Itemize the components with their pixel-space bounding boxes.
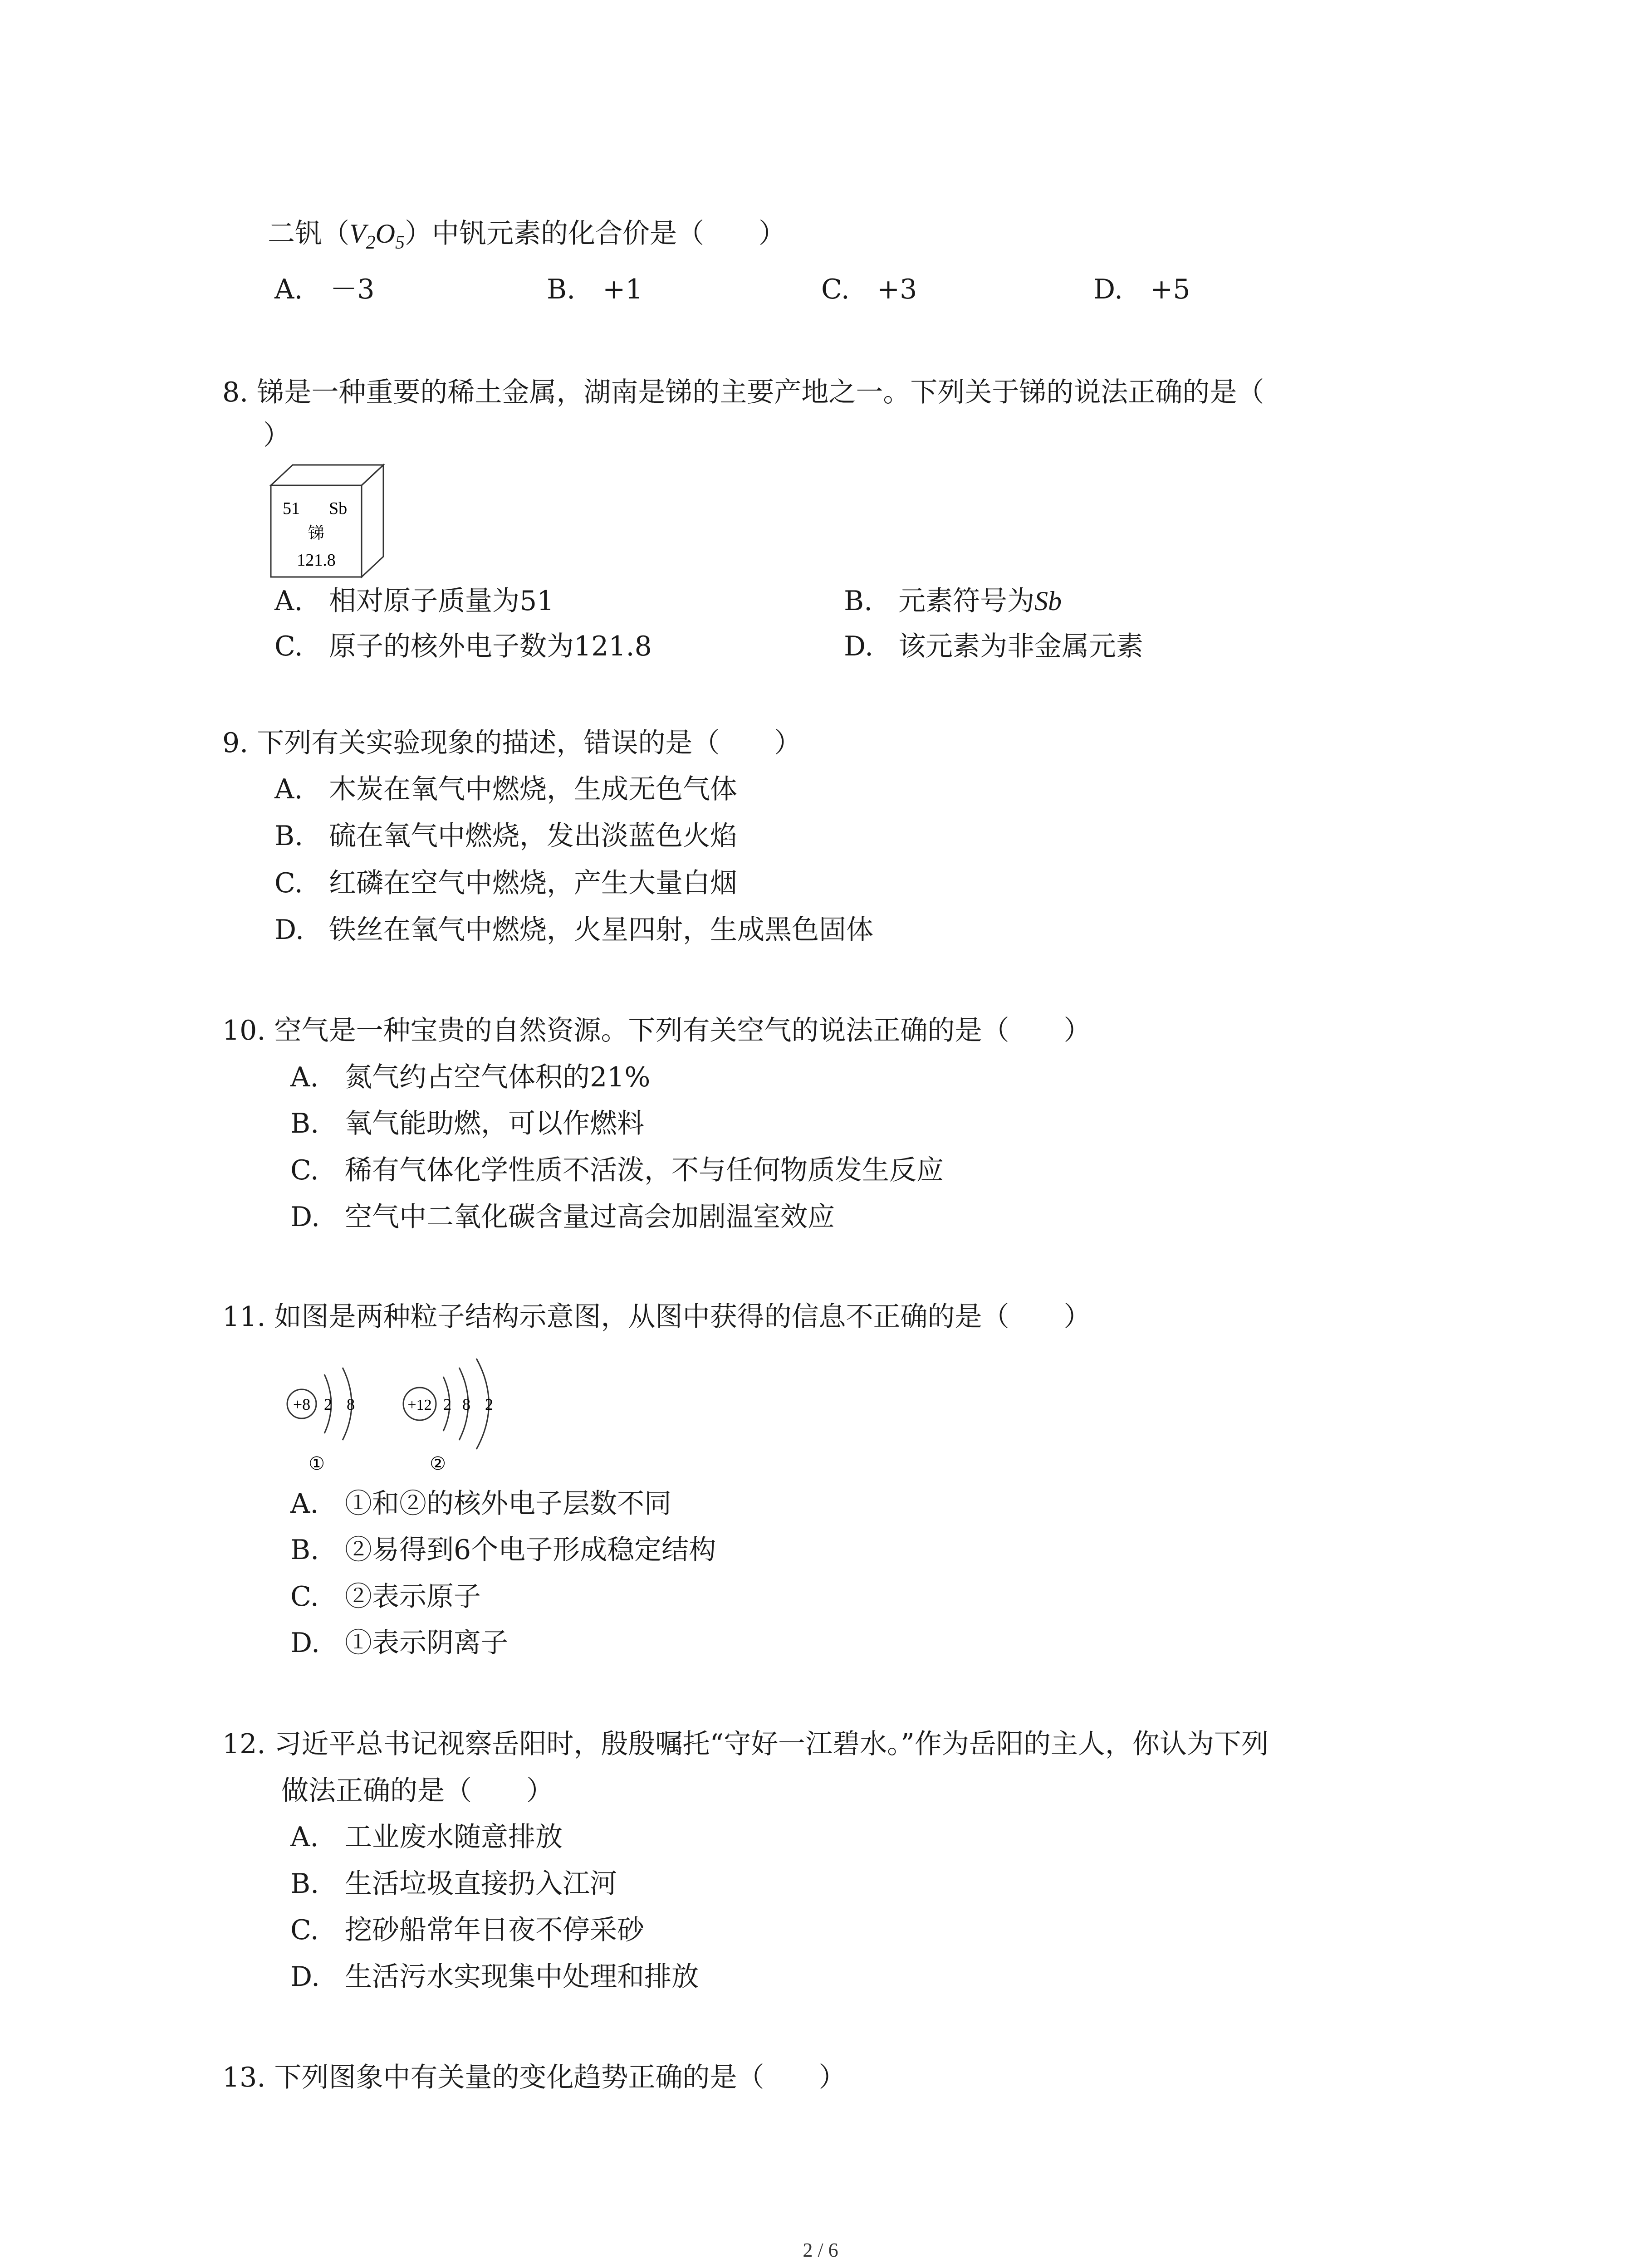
q7-formula-o: O (375, 219, 395, 249)
q7-option-c[interactable]: C. +3 (821, 274, 917, 305)
option-text: 生活垃圾直接扔入江河 (345, 1868, 617, 1900)
option-label: C. (290, 1914, 319, 1946)
option-text: 空气中二氧化碳含量过高会加剧温室效应 (345, 1201, 835, 1233)
q10-option-d[interactable] (290, 1199, 835, 1235)
option-label: B. (290, 1108, 319, 1139)
option-label: C. (290, 1154, 319, 1186)
option-text: 元素符号为 (898, 585, 1034, 617)
q10-option-b[interactable] (290, 1105, 644, 1142)
particle-2-shell1: 2 (443, 1395, 451, 1413)
q8-stem-line2: ） (263, 420, 290, 451)
option-text: 生活污水实现集中处理和排放 (345, 1961, 699, 1993)
option-text: 稀有气体化学性质不活泼，不与任何物质发生反应 (345, 1154, 944, 1186)
q10-option-c[interactable] (290, 1152, 944, 1188)
q11-option-d[interactable] (290, 1625, 508, 1661)
q9-option-d[interactable] (274, 912, 873, 948)
option-text: ②表示原子 (345, 1581, 481, 1613)
option-text: 相对原子质量为51 (329, 585, 554, 617)
particle-1-label: ① (309, 1453, 325, 1474)
option-label: D. (274, 914, 304, 946)
particle-2-shell2: 8 (462, 1395, 470, 1413)
option-label: A. (290, 1821, 319, 1853)
option-text: 铁丝在氧气中燃烧，火星四射，生成黑色固体 (329, 914, 873, 946)
q8-option-c[interactable] (274, 628, 652, 665)
q7-option-d[interactable]: D. +5 (1093, 274, 1190, 305)
element-mass: 121.8 (297, 551, 336, 570)
option-label: C. (274, 631, 303, 662)
element-number: 51 (283, 499, 300, 518)
q7-formula-sub2: 2 (366, 232, 376, 253)
option-label: A. (290, 1061, 319, 1093)
q13-stem: 13. 下列图象中有关量的变化趋势正确的是（ ） (222, 2062, 846, 2093)
q10-option-a[interactable] (290, 1059, 650, 1095)
q8-stem-line1: 8. 锑是一种重要的稀土金属，湖南是锑的主要产地之一。下列关于锑的说法正确的是（ (222, 376, 1264, 408)
q12-option-b[interactable] (290, 1866, 617, 1902)
option-label: B. (844, 585, 873, 617)
option-label: C. (274, 867, 303, 899)
option-text: 氧气能助燃，可以作燃料 (345, 1108, 644, 1139)
q12-stem-line2: 做法正确的是（ ） (281, 1775, 554, 1807)
q7-formula-v: V (349, 219, 366, 249)
option-text: 原子的核外电子数为121.8 (329, 631, 652, 662)
option-text: ①和②的核外电子层数不同 (345, 1488, 671, 1520)
particle-2 (403, 1359, 493, 1474)
q12-option-d[interactable] (290, 1959, 699, 1995)
option-text: ①表示阴离子 (345, 1627, 508, 1659)
particle-2-nucleus: +12 (407, 1397, 432, 1413)
option-text: 氮气约占空气体积的21% (345, 1061, 651, 1093)
page-number: 2 / 6 (803, 2239, 838, 2261)
q11-option-b[interactable] (290, 1532, 716, 1568)
particle-2-shell3: 2 (485, 1395, 493, 1413)
q7-option-b[interactable]: B. +1 (547, 274, 643, 305)
particle-1-shell1: 2 (324, 1395, 332, 1413)
option-text: 木炭在氧气中燃烧，生成无色气体 (329, 773, 737, 805)
q8-option-a[interactable] (274, 583, 554, 619)
option-symbol: Sb (1034, 586, 1062, 616)
q11-option-c[interactable] (290, 1579, 481, 1615)
q9-option-a[interactable] (274, 771, 737, 807)
particle-1-nucleus: +8 (293, 1395, 311, 1413)
option-text: 红磷在空气中燃烧，产生大量白烟 (329, 867, 737, 899)
option-text: 硫在氧气中燃烧，发出淡蓝色火焰 (329, 820, 737, 852)
q11-option-a[interactable] (290, 1486, 671, 1522)
q11-stem: 11. 如图是两种粒子结构示意图，从图中获得的信息不正确的是（ ） (222, 1301, 1091, 1333)
q10-stem: 10. 空气是一种宝贵的自然资源。下列有关空气的说法正确的是（ ） (222, 1015, 1091, 1046)
option-label: B. (290, 1534, 319, 1566)
element-name: 锑 (308, 524, 325, 543)
q12-option-a[interactable] (290, 1819, 563, 1855)
particle-2-label: ② (430, 1453, 446, 1474)
option-label: D. (290, 1961, 320, 1993)
periodic-element-cell (265, 460, 392, 581)
option-label: B. (274, 820, 304, 852)
option-label: A. (274, 773, 303, 805)
option-label: B. (290, 1868, 319, 1900)
option-label: D. (290, 1201, 320, 1233)
option-text: ②易得到6个电子形成稳定结构 (345, 1534, 716, 1566)
q8-option-d[interactable] (844, 628, 1143, 665)
q9-option-c[interactable] (274, 865, 737, 901)
particle-structure-diagram (281, 1343, 517, 1488)
option-label: D. (844, 631, 874, 662)
q12-stem-line1: 12. 习近平总书记视察岳阳时，殷殷嘱托“守好一江碧水。”作为岳阳的主人，你认为下列 (222, 1728, 1269, 1760)
q12-option-c[interactable] (290, 1912, 644, 1948)
option-label: A. (274, 585, 303, 617)
q7-formula-sub5: 5 (395, 232, 405, 253)
q7-stem (268, 215, 786, 261)
q8-option-b[interactable] (844, 583, 1062, 619)
option-text: 工业废水随意排放 (345, 1821, 563, 1853)
option-label: C. (290, 1581, 319, 1613)
q9-option-b[interactable] (274, 818, 737, 854)
particle-1 (287, 1368, 355, 1474)
option-label: A. (290, 1488, 319, 1520)
q9-stem: 9. 下列有关实验现象的描述，错误的是（ ） (222, 727, 802, 759)
option-text: 挖砂船常年日夜不停采砂 (345, 1914, 644, 1946)
element-symbol: Sb (329, 499, 348, 518)
q7-stem-prefix: 二钒（ (268, 218, 349, 249)
particle-1-shell2: 8 (347, 1395, 355, 1413)
q7-stem-suffix: ）中钒元素的化合价是（ ） (405, 218, 786, 249)
option-label: D. (290, 1627, 320, 1659)
q7-option-a[interactable]: A. －3 (274, 274, 375, 305)
option-text: 该元素为非金属元素 (898, 631, 1143, 662)
